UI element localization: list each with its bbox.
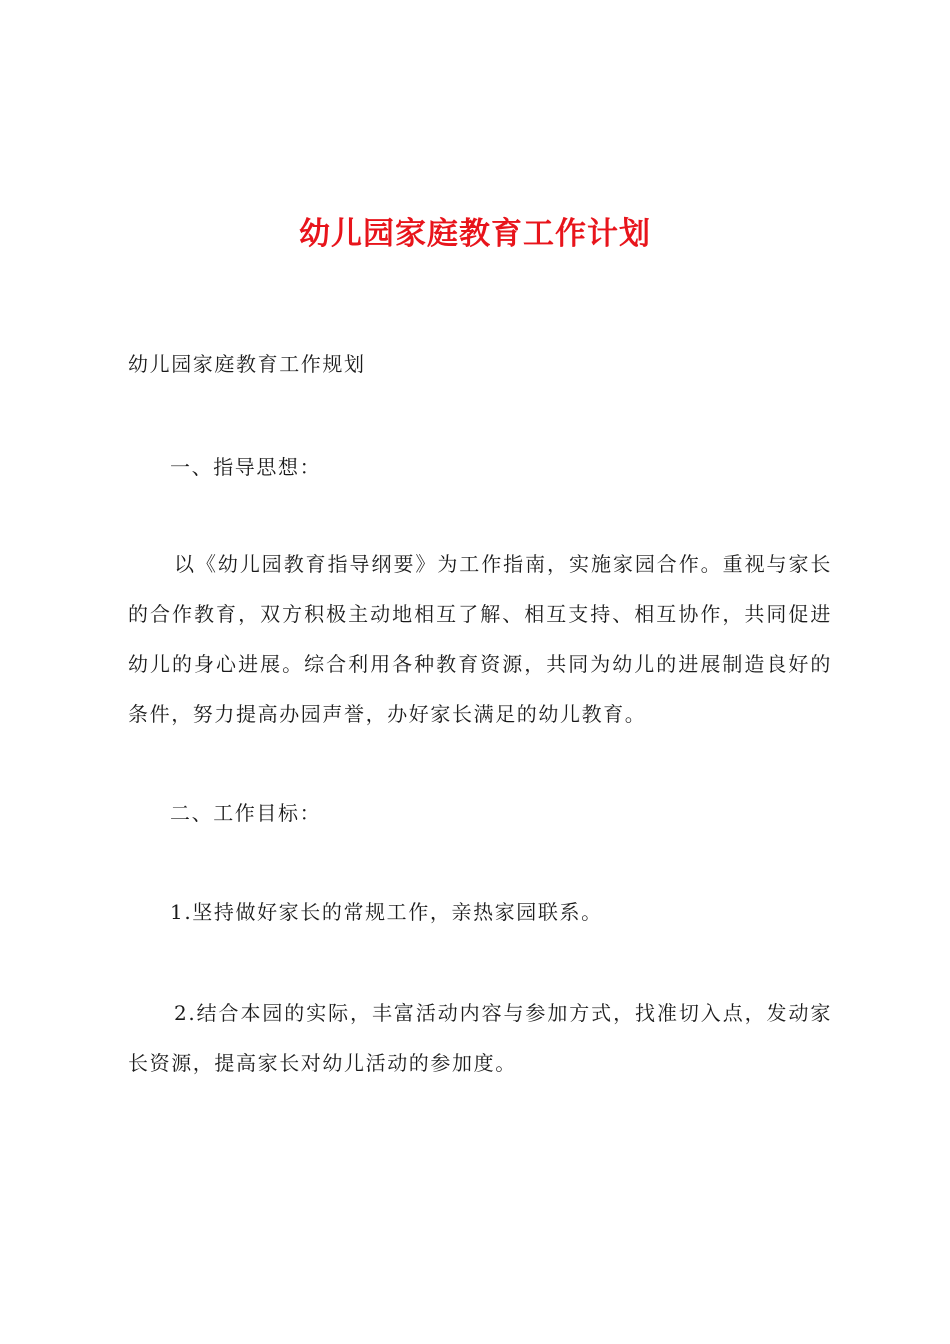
work-goal-item-2: 2.结合本园的实际，丰富活动内容与参加方式，找准切入点，发动家长资源，提高家长对幼儿活动的参加度。 [128,1001,832,1075]
work-goal-item-1: 1.坚持做好家长的常规工作，亲热家园联系。 [170,900,603,924]
document-subtitle: 幼儿园家庭教育工作规划 [128,352,366,376]
document-title: 幼儿园家庭教育工作计划 [299,216,651,252]
section-heading-work-goals: 二、工作目标： [170,801,322,825]
section-heading-guiding-thought: 一、指导思想： [170,455,322,479]
guiding-thought-paragraph: 以《幼儿园教育指导纲要》为工作指南，实施家园合作。重视与家长的合作教育，双方积极主动地相互了解、相互支持、相互协作，共同促进幼儿的身心进展。综合利用各种教育资源，共同为幼儿的进展制造良好的条件，努力提高办园声誉，办好家长满足的幼儿教育。 [128,552,832,726]
